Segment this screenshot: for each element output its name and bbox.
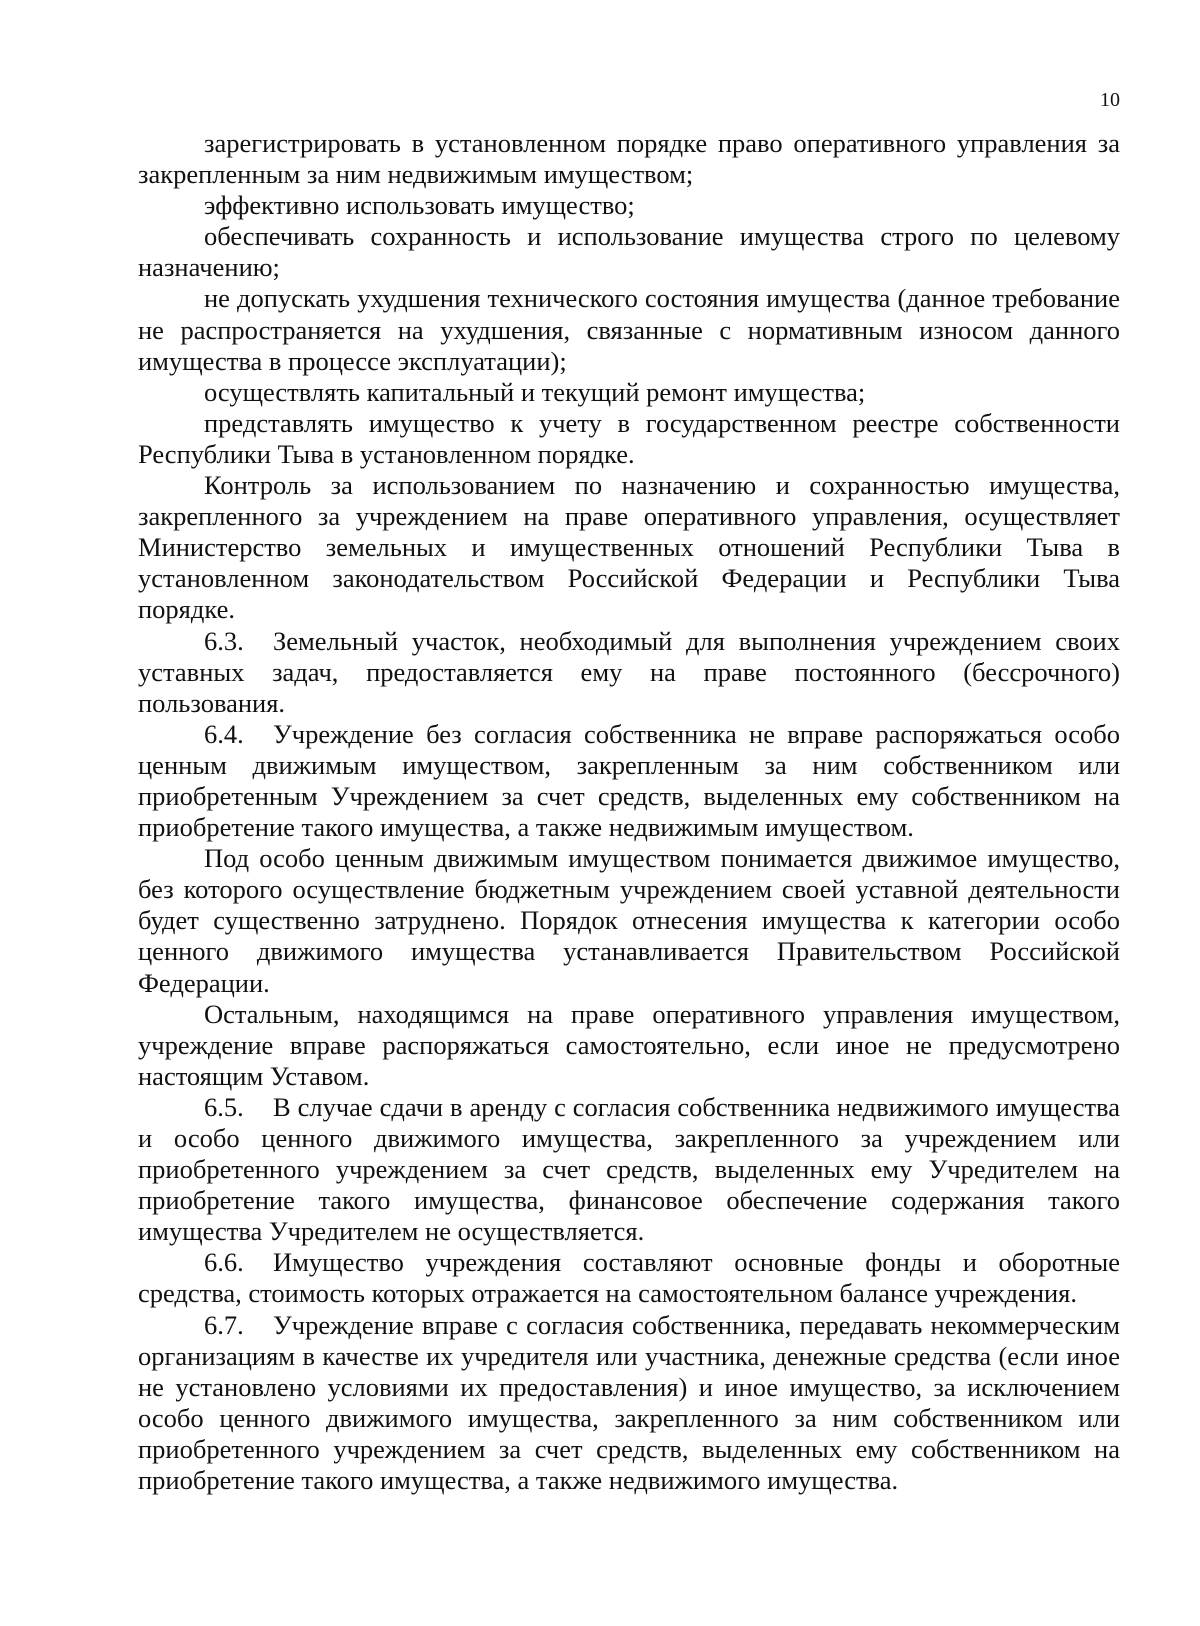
- paragraph-text: Под особо ценным движимым имуществом понимается движимое имущество, без которого осуществление бюджетным учреждением своей уставной деятельности будет существенно затруднено. Порядок отнесения имущества к категории особо ценного движимого имущества устанавливается Правительством Российской Федерации.: [138, 843, 1120, 998]
- paragraph-text: Остальным, находящимся на праве оперативного управления имуществом, учреждение вправе распоряжаться самостоятельно, если иное не предусмотрено настоящим Уставом.: [138, 998, 1120, 1091]
- section-number: 6.7.: [204, 1309, 244, 1340]
- paragraph-text: обеспечивать сохранность и использование имущества строго по целевому назначению;: [138, 221, 1120, 283]
- section-number: 6.3.: [204, 625, 244, 656]
- section-paragraph: [138, 719, 1120, 843]
- paragraph-text: Земельный участок, необходимый для выполнения учреждением своих уставных задач, предоставляется ему на праве постоянного (бессрочного) пользования.: [138, 625, 1120, 718]
- paragraph: [138, 408, 1120, 470]
- paragraph-text: зарегистрировать в установленном порядке право оперативного управления за закрепленным за ним недвижимым имуществом;: [138, 128, 1120, 190]
- section-number: 6.5.: [204, 1091, 244, 1122]
- paragraph-text: Учреждение без согласия собственника не вправе распоряжаться особо ценным движимым имуществом, закрепленным за ним собственником или приобретенным Учреждением за счет средств, выделенных ему собственником на приобретение такого имущества, а также недвижимым имуществом.: [138, 718, 1120, 843]
- paragraph-text: В случае сдачи в аренду с согласия собственника недвижимого имущества и особо ценного движимого имущества, закрепленного за учреждением или приобретенного учреждением за счет средств, выделенных ему Учредителем на приобретение такого имущества, финансовое обеспечение содержания такого имущества Учредителем не осуществляется.: [138, 1091, 1120, 1247]
- page-number: 10: [1100, 89, 1120, 111]
- paragraph-text: не допускать ухудшения технического состояния имущества (данное требование не распространяется на ухудшения, связанные с нормативным износом данного имущества в процессе эксплуатации);: [138, 283, 1120, 376]
- paragraph-text: эффективно использовать имущество;: [204, 190, 635, 221]
- paragraph: [138, 221, 1120, 283]
- section-paragraph: [138, 1247, 1120, 1309]
- paragraph: [138, 128, 1120, 190]
- paragraph-text: Контроль за использованием по назначению и сохранностью имущества, закрепленного за учреждением на праве оперативного управления, осуществляет Министерство земельных и имущественных отношений Республики Тыва в установленном законодательством Российской Федерации и Республики Тыва порядке.: [138, 470, 1120, 625]
- section-paragraph: [138, 1092, 1120, 1247]
- paragraph-text: Имущество учреждения составляют основные фонды и оборотные средства, стоимость которых отражается на самостоятельном балансе учреждения.: [138, 1247, 1120, 1309]
- paragraph-text: представлять имущество к учету в государственном реестре собственности Республики Тыва в установленном порядке.: [138, 407, 1120, 469]
- section-paragraph: [138, 1310, 1120, 1497]
- section-paragraph: [138, 626, 1120, 719]
- document-body: [138, 128, 1120, 1496]
- paragraph: [138, 470, 1120, 625]
- paragraph: [138, 999, 1120, 1092]
- paragraph: [138, 283, 1120, 376]
- section-number: 6.4.: [204, 718, 244, 749]
- paragraph: [138, 377, 1120, 408]
- paragraph: [138, 190, 1120, 221]
- paragraph-text: осуществлять капитальный и текущий ремонт имущества;: [204, 376, 866, 407]
- paragraph: [138, 843, 1120, 998]
- section-number: 6.6.: [204, 1247, 244, 1278]
- paragraph-text: Учреждение вправе с согласия собственника, передавать некоммерческим организациям в качестве их учредителя или участника, денежные средства (если иное не установлено условиями их предоставления) и иное имущество, за исключением особо ценного движимого имущества, закрепленного за ним собственником или приобретенного учреждением за счет средств, выделенных ему собственником на приобретение такого имущества, а также недвижимого имущества.: [138, 1309, 1120, 1496]
